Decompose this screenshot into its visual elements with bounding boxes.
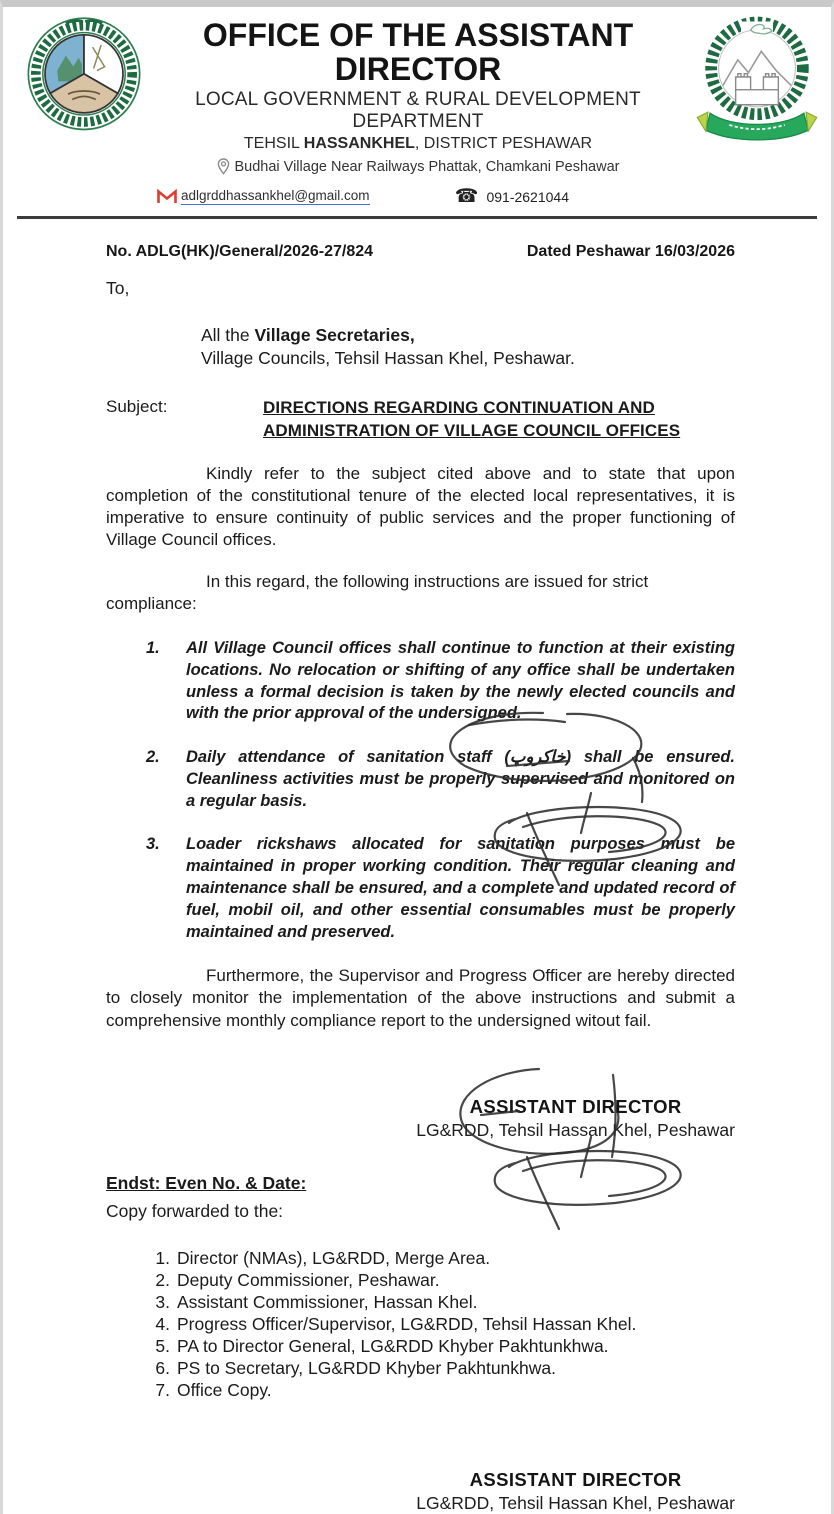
salutation: To,	[106, 278, 130, 299]
addressee-name: Village Secretaries,	[254, 325, 415, 346]
location-pin-icon	[217, 158, 230, 175]
copy-text: PA to Director General, LG&RDD Khyber Pakhtunkhwa.	[177, 1335, 609, 1356]
kp-government-seal-icon	[693, 15, 821, 141]
copy-item	[151, 1291, 735, 1313]
copy-item	[151, 1379, 735, 1401]
endorsement-heading: Endst: Even No. & Date:	[106, 1172, 307, 1193]
header-divider	[17, 216, 817, 219]
copy-text: PS to Secretary, LG&RDD Khyber Pakhtunkhwa.	[177, 1357, 557, 1378]
department-subtitle: LOCAL GOVERNMENT & RURAL DEVELOPMENT DEPARTMENT	[195, 89, 641, 133]
signatory-title: ASSISTANT DIRECTOR	[469, 1468, 682, 1490]
copy-number: 2.	[155, 1269, 170, 1290]
signatory-office: LG&RDD, Tehsil Hassan Khel, Peshawar	[416, 1492, 735, 1513]
email-link[interactable]: adlgrddhassankhel@gmail.com	[181, 188, 370, 204]
instruction-number: 3.	[146, 835, 160, 854]
government-seal-right	[693, 15, 821, 146]
tehsil-line	[143, 135, 693, 153]
instruction-number: 2.	[146, 748, 160, 767]
copy-text: Deputy Commissioner, Peshawar.	[177, 1269, 440, 1290]
contact-row	[157, 187, 689, 206]
addressee-line-2: Village Councils, Tehsil Hassan Khel, Peshawar.	[201, 347, 575, 368]
copy-number: 1.	[155, 1247, 170, 1268]
reference-number: No. ADLG(HK)/General/2026-27/824	[106, 243, 374, 261]
tehsil-suffix: , DISTRICT PESHAWAR	[414, 135, 593, 153]
copy-item	[151, 1357, 735, 1379]
letterhead-titles	[143, 15, 693, 206]
letter-body	[3, 243, 831, 1514]
copy-text: Progress Officer/Supervisor, LG&RDD, Tehsil Hassan Khel.	[177, 1313, 637, 1334]
email-contact	[157, 188, 370, 205]
tehsil-name: HASSANKHEL	[303, 135, 415, 153]
phone-contact	[455, 187, 689, 206]
addressee-block	[201, 324, 735, 370]
phone-number: 091-2621044	[486, 188, 569, 205]
addressee-line-1	[201, 324, 735, 347]
subject-label: Subject:	[106, 396, 168, 416]
phone-icon: ☎	[454, 186, 479, 208]
copy-number: 7.	[155, 1379, 170, 1400]
signature-block-1	[106, 1096, 735, 1141]
copy-number: 6.	[155, 1357, 170, 1378]
paragraph-furthermore: Furthermore, the Supervisor and Progress Officer are hereby directed to closely monitor the implementation of the above instructions and submit a comprehensive monthly compliance report to the undersigned witout fail.	[106, 966, 735, 1030]
instruction-text: All Village Council offices shall continue to function at their existing locations. No relocation or shifting of any office shall be undertaken unless a formal decision is taken by the newly elected councils and with the prior approval of the undersigned.	[186, 639, 735, 723]
instruction-item	[146, 834, 735, 943]
copy-text: Assistant Commissioner, Hassan Khel.	[177, 1291, 478, 1312]
addressee-prefix: All the	[201, 325, 255, 346]
copy-number: 4.	[155, 1313, 170, 1334]
department-seal-left	[25, 15, 143, 142]
letter-date: Dated Peshawar 16/03/2026	[526, 243, 735, 261]
gmail-icon	[157, 189, 177, 204]
paragraph-intro: Kindly refer to the subject cited above and to state that upon completion of the constitutional tenure of the elected local representatives, it is imperative to ensure continuity of public services and the proper functioning of Village Council offices.	[106, 463, 735, 549]
reference-row	[106, 243, 735, 261]
instruction-item	[146, 747, 735, 812]
instructions-list	[106, 638, 735, 943]
subject-text: DIRECTIONS REGARDING CONTINUATION AND ADMINISTRATION OF VILLAGE COUNCIL OFFICES	[263, 397, 681, 440]
instruction-text: Loader rickshaws allocated for sanitation purposes must be maintained in proper working condition. Their regular cleaning and maintenance shall be ensured, and a complete and updated record of fuel, mobil oil, and other essential consumables must be properly maintained and preserved.	[186, 835, 735, 941]
instruction-number: 1.	[146, 639, 160, 658]
endorsement-intro: Copy forwarded to the:	[106, 1200, 284, 1221]
copy-number: 3.	[155, 1291, 170, 1312]
lgrdd-seal-icon	[25, 15, 143, 137]
signatory-office: LG&RDD, Tehsil Hassan Khel, Peshawar	[416, 1119, 735, 1140]
paragraph-compliance: In this regard, the following instructions are issued for strict compliance:	[106, 571, 649, 614]
copy-item	[151, 1247, 735, 1269]
copy-number: 5.	[155, 1335, 170, 1356]
copy-forward-list	[151, 1247, 735, 1401]
office-address-text: Budhai Village Near Railways Phattak, Chamkani Peshawar	[234, 158, 620, 175]
copy-text: Office Copy.	[177, 1379, 272, 1400]
subject-row	[106, 397, 735, 443]
instruction-text: Daily attendance of sanitation staff (خاکروپ) shall be ensured. Cleanliness activities must be properly supervised and monitored on a regular basis.	[186, 748, 736, 810]
copy-item	[151, 1313, 735, 1335]
copy-item	[151, 1335, 735, 1357]
copy-text: Director (NMAs), LG&RDD, Merge Area.	[177, 1247, 491, 1268]
instruction-item	[146, 638, 735, 725]
office-address	[143, 158, 693, 175]
signatory-title: ASSISTANT DIRECTOR	[469, 1095, 682, 1117]
tehsil-prefix: TEHSIL	[243, 135, 304, 153]
signature-block-2	[106, 1469, 735, 1514]
letterhead	[3, 7, 831, 206]
office-title: OFFICE OF THE ASSISTANT DIRECTOR	[202, 17, 634, 87]
